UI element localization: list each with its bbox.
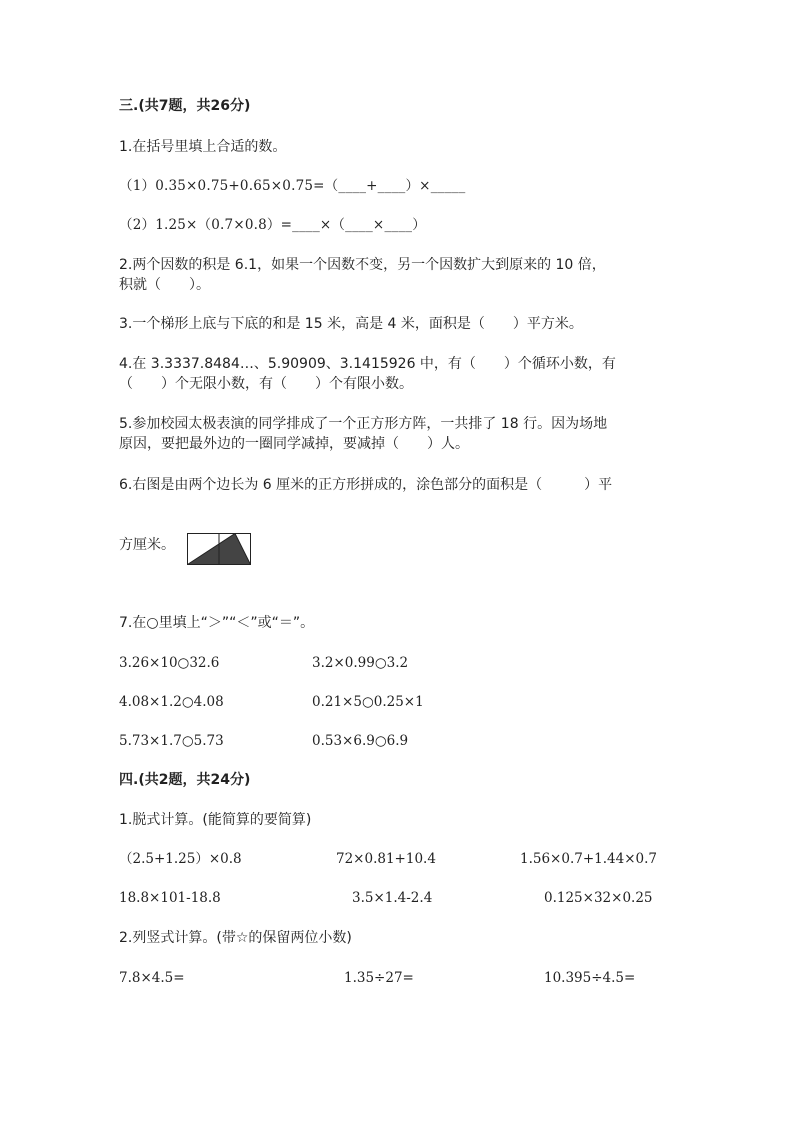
compare-row1-left: 3.26×10○32.6 xyxy=(119,655,220,671)
section-3-heading: 三.(共7题，共26分) xyxy=(119,98,251,114)
question-3-1-title: 1.在括号里填上合适的数。 xyxy=(119,139,287,155)
compare-row2-left: 4.08×1.2○4.08 xyxy=(119,694,224,710)
calc-row2-col2: 3.5×1.4-2.4 xyxy=(352,890,433,906)
question-3-2-line2: 积就（ ）。 xyxy=(119,277,210,293)
compare-row1-right: 3.2×0.99○3.2 xyxy=(312,655,409,671)
calc-row1-col1: （2.5+1.25）×0.8 xyxy=(119,851,242,867)
two-squares-figure xyxy=(187,533,251,565)
question-3-1-sub1: （1）0.35×0.75+0.65×0.75=（____+____）×_____ xyxy=(119,178,466,194)
calc-row2-col3: 0.125×32×0.25 xyxy=(544,890,653,906)
compare-row2-right: 0.21×5○0.25×1 xyxy=(312,694,424,710)
compare-row3-right: 0.53×6.9○6.9 xyxy=(312,733,409,749)
vertical-calc-1: 7.8×4.5= xyxy=(119,970,185,986)
calc-row2-col1: 18.8×101-18.8 xyxy=(119,890,221,906)
vertical-calc-3: 10.395÷4.5= xyxy=(544,970,636,986)
question-3-1-sub2: （2）1.25×（0.7×0.8）=____×（____×____） xyxy=(119,217,426,233)
question-3-3: 3.一个梯形上底与下底的和是 15 米，高是 4 米，面积是（ ）平方米。 xyxy=(119,316,583,332)
calc-row1-col2: 72×0.81+10.4 xyxy=(336,851,436,867)
question-3-6-line1: 6.右图是由两个边长为 6 厘米的正方形拼成的，涂色部分的面积是（ ）平 xyxy=(119,477,613,493)
question-3-7-title: 7.在○里填上“＞”“＜”或“＝”。 xyxy=(119,615,315,631)
vertical-calc-2: 1.35÷27= xyxy=(344,970,414,986)
calc-row1-col3: 1.56×0.7+1.44×0.7 xyxy=(520,851,657,867)
question-3-2-line1: 2.两个因数的积是 6.1，如果一个因数不变，另一个因数扩大到原来的 10 倍， xyxy=(119,257,606,273)
question-3-4-line1: 4.在 3.3337.8484…、5.90909、3.1415926 中，有（ ）个循环小数，有 xyxy=(119,356,616,372)
compare-row3-left: 5.73×1.7○5.73 xyxy=(119,733,224,749)
question-4-2-title: 2.列竖式计算。(带☆的保留两位小数) xyxy=(119,930,352,946)
question-3-5-line2: 原因，要把最外边的一圈同学减掉，要减掉（ ）人。 xyxy=(119,436,469,452)
question-3-5-line1: 5.参加校园太极表演的同学排成了一个正方形方阵，一共排了 18 行。因为场地 xyxy=(119,416,608,432)
question-3-4-line2: （ ）个无限小数，有（ ）个有限小数。 xyxy=(119,376,413,392)
question-4-1-title: 1.脱式计算。(能简算的要简算) xyxy=(119,812,312,828)
section-4-heading: 四.(共2题，共24分) xyxy=(119,772,251,788)
question-3-6-line2: 方厘米。 xyxy=(119,537,175,553)
